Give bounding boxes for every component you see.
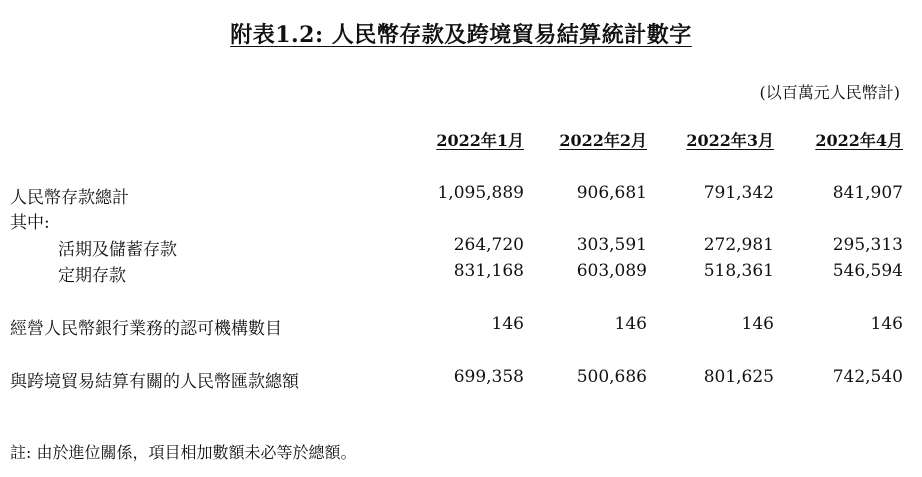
column-header-jan: 2022年1月 bbox=[436, 131, 524, 150]
unit-note: (以百萬元人民幣計) bbox=[759, 83, 900, 102]
table-row-total-deposits bbox=[0, 183, 922, 209]
cell-value: 295,313 bbox=[832, 235, 903, 255]
row-label: 經營人民幣銀行業務的認可機構數目 bbox=[10, 319, 282, 339]
cell-value: 1,095,889 bbox=[437, 183, 524, 203]
row-label: 與跨境貿易結算有關的人民幣匯款總額 bbox=[10, 372, 299, 392]
page-title bbox=[0, 18, 922, 49]
row-label: 人民幣存款總計 bbox=[10, 188, 129, 208]
row-label: 定期存款 bbox=[58, 266, 126, 286]
cell-value: 518,361 bbox=[703, 261, 774, 281]
cell-value: 303,591 bbox=[576, 235, 647, 255]
page-title-text: 附表1.2: 人民幣存款及跨境貿易結算統計數字 bbox=[230, 22, 692, 48]
cell-value: 603,089 bbox=[576, 261, 647, 281]
cell-value: 146 bbox=[614, 314, 647, 334]
table-row-demand-savings bbox=[0, 235, 922, 261]
column-header-feb: 2022年2月 bbox=[559, 131, 647, 150]
column-header-apr: 2022年4月 bbox=[815, 131, 903, 150]
table-row-of-which bbox=[0, 208, 922, 234]
cell-value: 742,540 bbox=[832, 367, 903, 387]
cell-value: 841,907 bbox=[832, 183, 903, 203]
table-row-time-deposits bbox=[0, 261, 922, 287]
row-label: 活期及儲蓄存款 bbox=[58, 240, 177, 260]
cell-value: 146 bbox=[491, 314, 524, 334]
column-header-mar: 2022年3月 bbox=[686, 131, 774, 150]
cell-value: 801,625 bbox=[703, 367, 774, 387]
cell-value: 546,594 bbox=[832, 261, 903, 281]
cell-value: 791,342 bbox=[703, 183, 774, 203]
cell-value: 906,681 bbox=[576, 183, 647, 203]
table-row-cross-border-remittances bbox=[0, 367, 922, 393]
cell-value: 146 bbox=[870, 314, 903, 334]
table-row-authorized-institutions bbox=[0, 314, 922, 340]
cell-value: 831,168 bbox=[453, 261, 524, 281]
cell-value: 500,686 bbox=[576, 367, 647, 387]
row-label: 其中: bbox=[10, 213, 50, 233]
cell-value: 264,720 bbox=[453, 235, 524, 255]
footnote: 註: 由於進位關係，項目相加數額未必等於總額。 bbox=[10, 443, 357, 462]
cell-value: 272,981 bbox=[703, 235, 774, 255]
cell-value: 146 bbox=[741, 314, 774, 334]
cell-value: 699,358 bbox=[453, 367, 524, 387]
